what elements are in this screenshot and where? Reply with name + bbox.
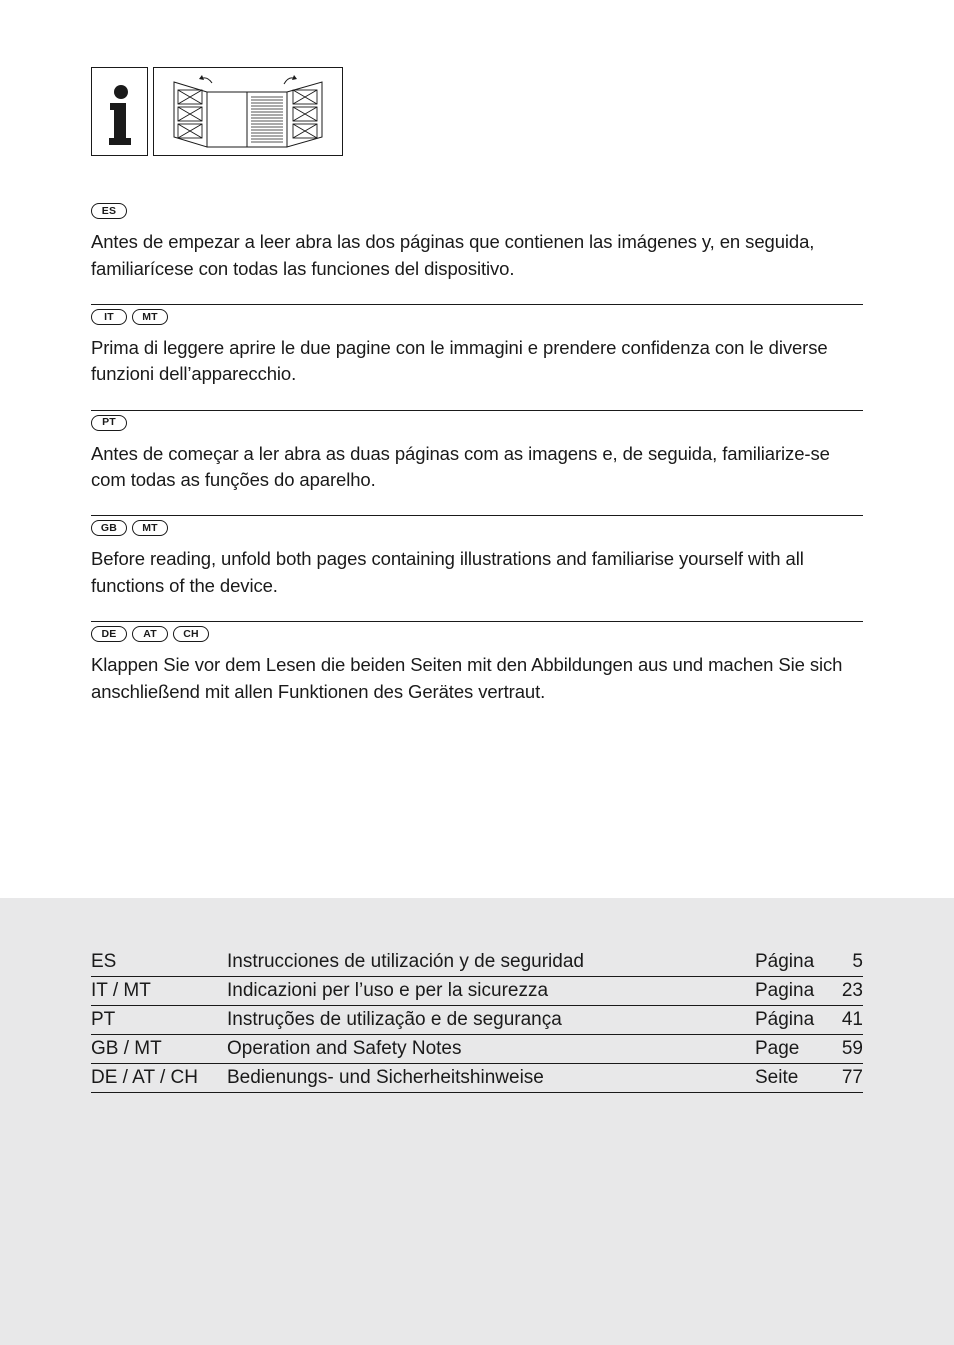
toc-language-code: DE / AT / CH <box>91 1067 198 1088</box>
toc-page-label: Página <box>755 1009 815 1030</box>
language-badges <box>91 413 863 433</box>
language-badge: AT <box>132 626 168 642</box>
toc-page-number: 23 <box>841 980 863 1001</box>
toc-row[interactable] <box>91 948 863 977</box>
section-es <box>91 199 863 305</box>
section-de-at-ch <box>91 622 863 728</box>
toc-row[interactable] <box>91 1006 863 1035</box>
toc-page-number: 41 <box>841 1009 863 1030</box>
language-badge: MT <box>132 309 168 325</box>
language-badges <box>91 201 863 221</box>
toc-title: Operation and Safety Notes <box>227 1038 462 1059</box>
section-text: Antes de empezar a leer abra las dos páginas que contienen las imágenes y, en seguida, familiarícese con todas las funciones del dispositivo. <box>91 231 815 279</box>
toc-title: Instruções de utilização e de segurança <box>227 1009 562 1030</box>
toc-page-number: 59 <box>841 1038 863 1059</box>
toc-title: Instrucciones de utilización y de seguridad <box>227 951 584 972</box>
section-gb-mt <box>91 516 863 622</box>
toc-row[interactable] <box>91 1035 863 1064</box>
table-of-contents-area <box>0 898 954 1345</box>
language-badge: IT <box>91 309 127 325</box>
language-sections <box>91 199 863 728</box>
section-pt <box>91 411 863 517</box>
toc-language-code: ES <box>91 951 117 972</box>
section-text: Antes de começar a ler abra as duas páginas com as imagens e, de seguida, familiarize-se com todas as funções do aparelho. <box>91 442 830 490</box>
toc-title: Bedienungs- und Sicherheitshinweise <box>227 1067 544 1088</box>
language-badges <box>91 307 863 327</box>
toc-page-number: 77 <box>841 1067 863 1088</box>
toc-language-code: GB / MT <box>91 1038 162 1059</box>
toc-language-code: IT / MT <box>91 980 151 1001</box>
language-badge: MT <box>132 520 168 536</box>
language-badges <box>91 518 863 538</box>
language-badge: GB <box>91 520 127 536</box>
section-text: Prima di leggere aprire le due pagine con le immagini e prendere confidenza con le diverse funzioni dell’apparecchio. <box>91 336 828 385</box>
toc-language-code: PT <box>91 1009 116 1030</box>
toc-row[interactable] <box>91 1064 863 1093</box>
toc-page-number: 5 <box>852 951 863 972</box>
language-badge: CH <box>173 626 209 642</box>
language-badge: DE <box>91 626 127 642</box>
language-badges <box>91 624 863 644</box>
section-text: Before reading, unfold both pages containing illustrations and familiarise yourself with all functions of the device. <box>91 548 804 596</box>
language-badge: ES <box>91 203 127 219</box>
toc-title: Indicazioni per l’uso e per la sicurezza <box>227 980 549 1001</box>
toc-page-label: Página <box>755 951 815 972</box>
table-of-contents <box>91 948 863 1093</box>
section-it-mt <box>91 305 863 411</box>
language-badge: PT <box>91 415 127 431</box>
toc-row[interactable] <box>91 977 863 1006</box>
unfold-pages-icon <box>153 67 343 156</box>
info-icon <box>91 67 148 156</box>
toc-page-label: Pagina <box>755 980 815 1001</box>
toc-page-label: Page <box>755 1038 800 1059</box>
section-text: Klappen Sie vor dem Lesen die beiden Seiten mit den Abbildungen aus und machen Sie sich anschließend mit allen Funktionen des Gerätes vertraut. <box>91 654 843 702</box>
toc-page-label: Seite <box>755 1067 799 1088</box>
